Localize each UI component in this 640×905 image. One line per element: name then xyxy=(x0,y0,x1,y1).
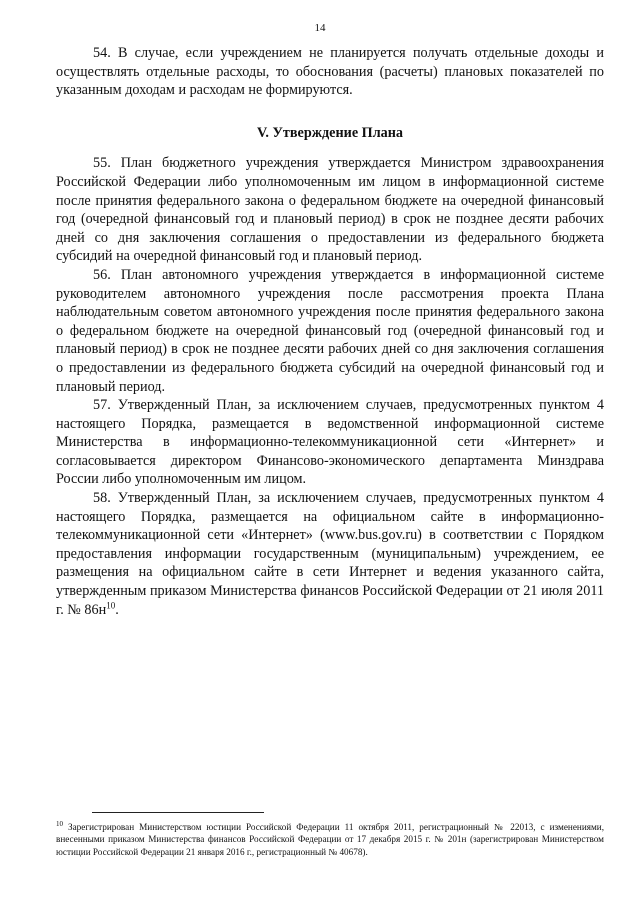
paragraph-58-text: 58. Утвержденный План, за исключением случаев, предусмотренных пунктом 4 настоящего Порядка, размещается на официальном сайте в информационно-телекоммуникационной сети «Интернет» (www.bus.gov.ru) в соответствии с Порядком предоставления информации государственным (муниципальным) учреждением, ее размещения на официальном сайте в сети Интернет и ведения указанного сайта, утвержденным приказом Министерства финансов Российской Федерации от 21 июля 2011 г. № 86н xyxy=(56,490,604,618)
footnote-text: Зарегистрирован Министерством юстиции Российской Федерации 11 октября 2011, регистрационный № 22013, с изменениями, внесенными приказом Министерства финансов Российской Федерации от 17 декабря 2015 г. № 201н (зарегистрирован Министерством юстиции Российской Федерации 21 января 2016 г., регистрационный № 40678). xyxy=(56,822,604,857)
footnote-10 xyxy=(56,821,604,858)
footnote-separator xyxy=(92,812,264,813)
paragraph-58-end: . xyxy=(115,601,119,618)
footnote-marker: 10 xyxy=(56,819,63,828)
paragraph-55: 55. План бюджетного учреждения утверждается Министром здравоохранения Российской Федерации либо уполномоченным им лицом в информационной системе после принятия федерального закона о федеральном бюджете на очередной финансовый год (очередной финансовый год и плановый период) в срок не позднее десяти рабочих дней со дня заключения соглашения о предоставлении из федерального бюджета субсидий на очередной финансовый год и плановый период. xyxy=(56,155,604,265)
paragraph-57: 57. Утвержденный План, за исключением случаев, предусмотренных пунктом 4 настоящего Порядка, размещается в ведомственной информационной системе Министерства в информационно-телекоммуникационной сети «Интернет» и согласовывается директором Финансово-экономического департамента Минздрава России либо уполномоченным им лицом. xyxy=(56,397,604,488)
paragraph-56: 56. План автономного учреждения утверждается в информационной системе руководителем автономного учреждения после рассмотрения проекта Плана наблюдательным советом автономного учреждения после принятия федерального закона о федеральном бюджете на очередной финансовый год (очередной финансовый год и плановый период) в срок не позднее десяти рабочих дней со дня заключения соглашения о предоставлении из федерального бюджета субсидий на очередной финансовый год и плановый период. xyxy=(56,266,604,395)
document-body xyxy=(56,44,604,619)
page-number: 14 xyxy=(314,22,326,34)
paragraph-58 xyxy=(56,489,604,619)
footnote-reference[interactable]: 10 xyxy=(106,599,116,610)
section-heading: V. Утверждение Плана xyxy=(256,124,404,141)
paragraph-54: 54. В случае, если учреждением не планируется получать отдельные доходы и осуществлять отдельные расходы, то обоснования (расчеты) плановых показателей по указанным доходам и расходам не формируются. xyxy=(56,45,604,99)
